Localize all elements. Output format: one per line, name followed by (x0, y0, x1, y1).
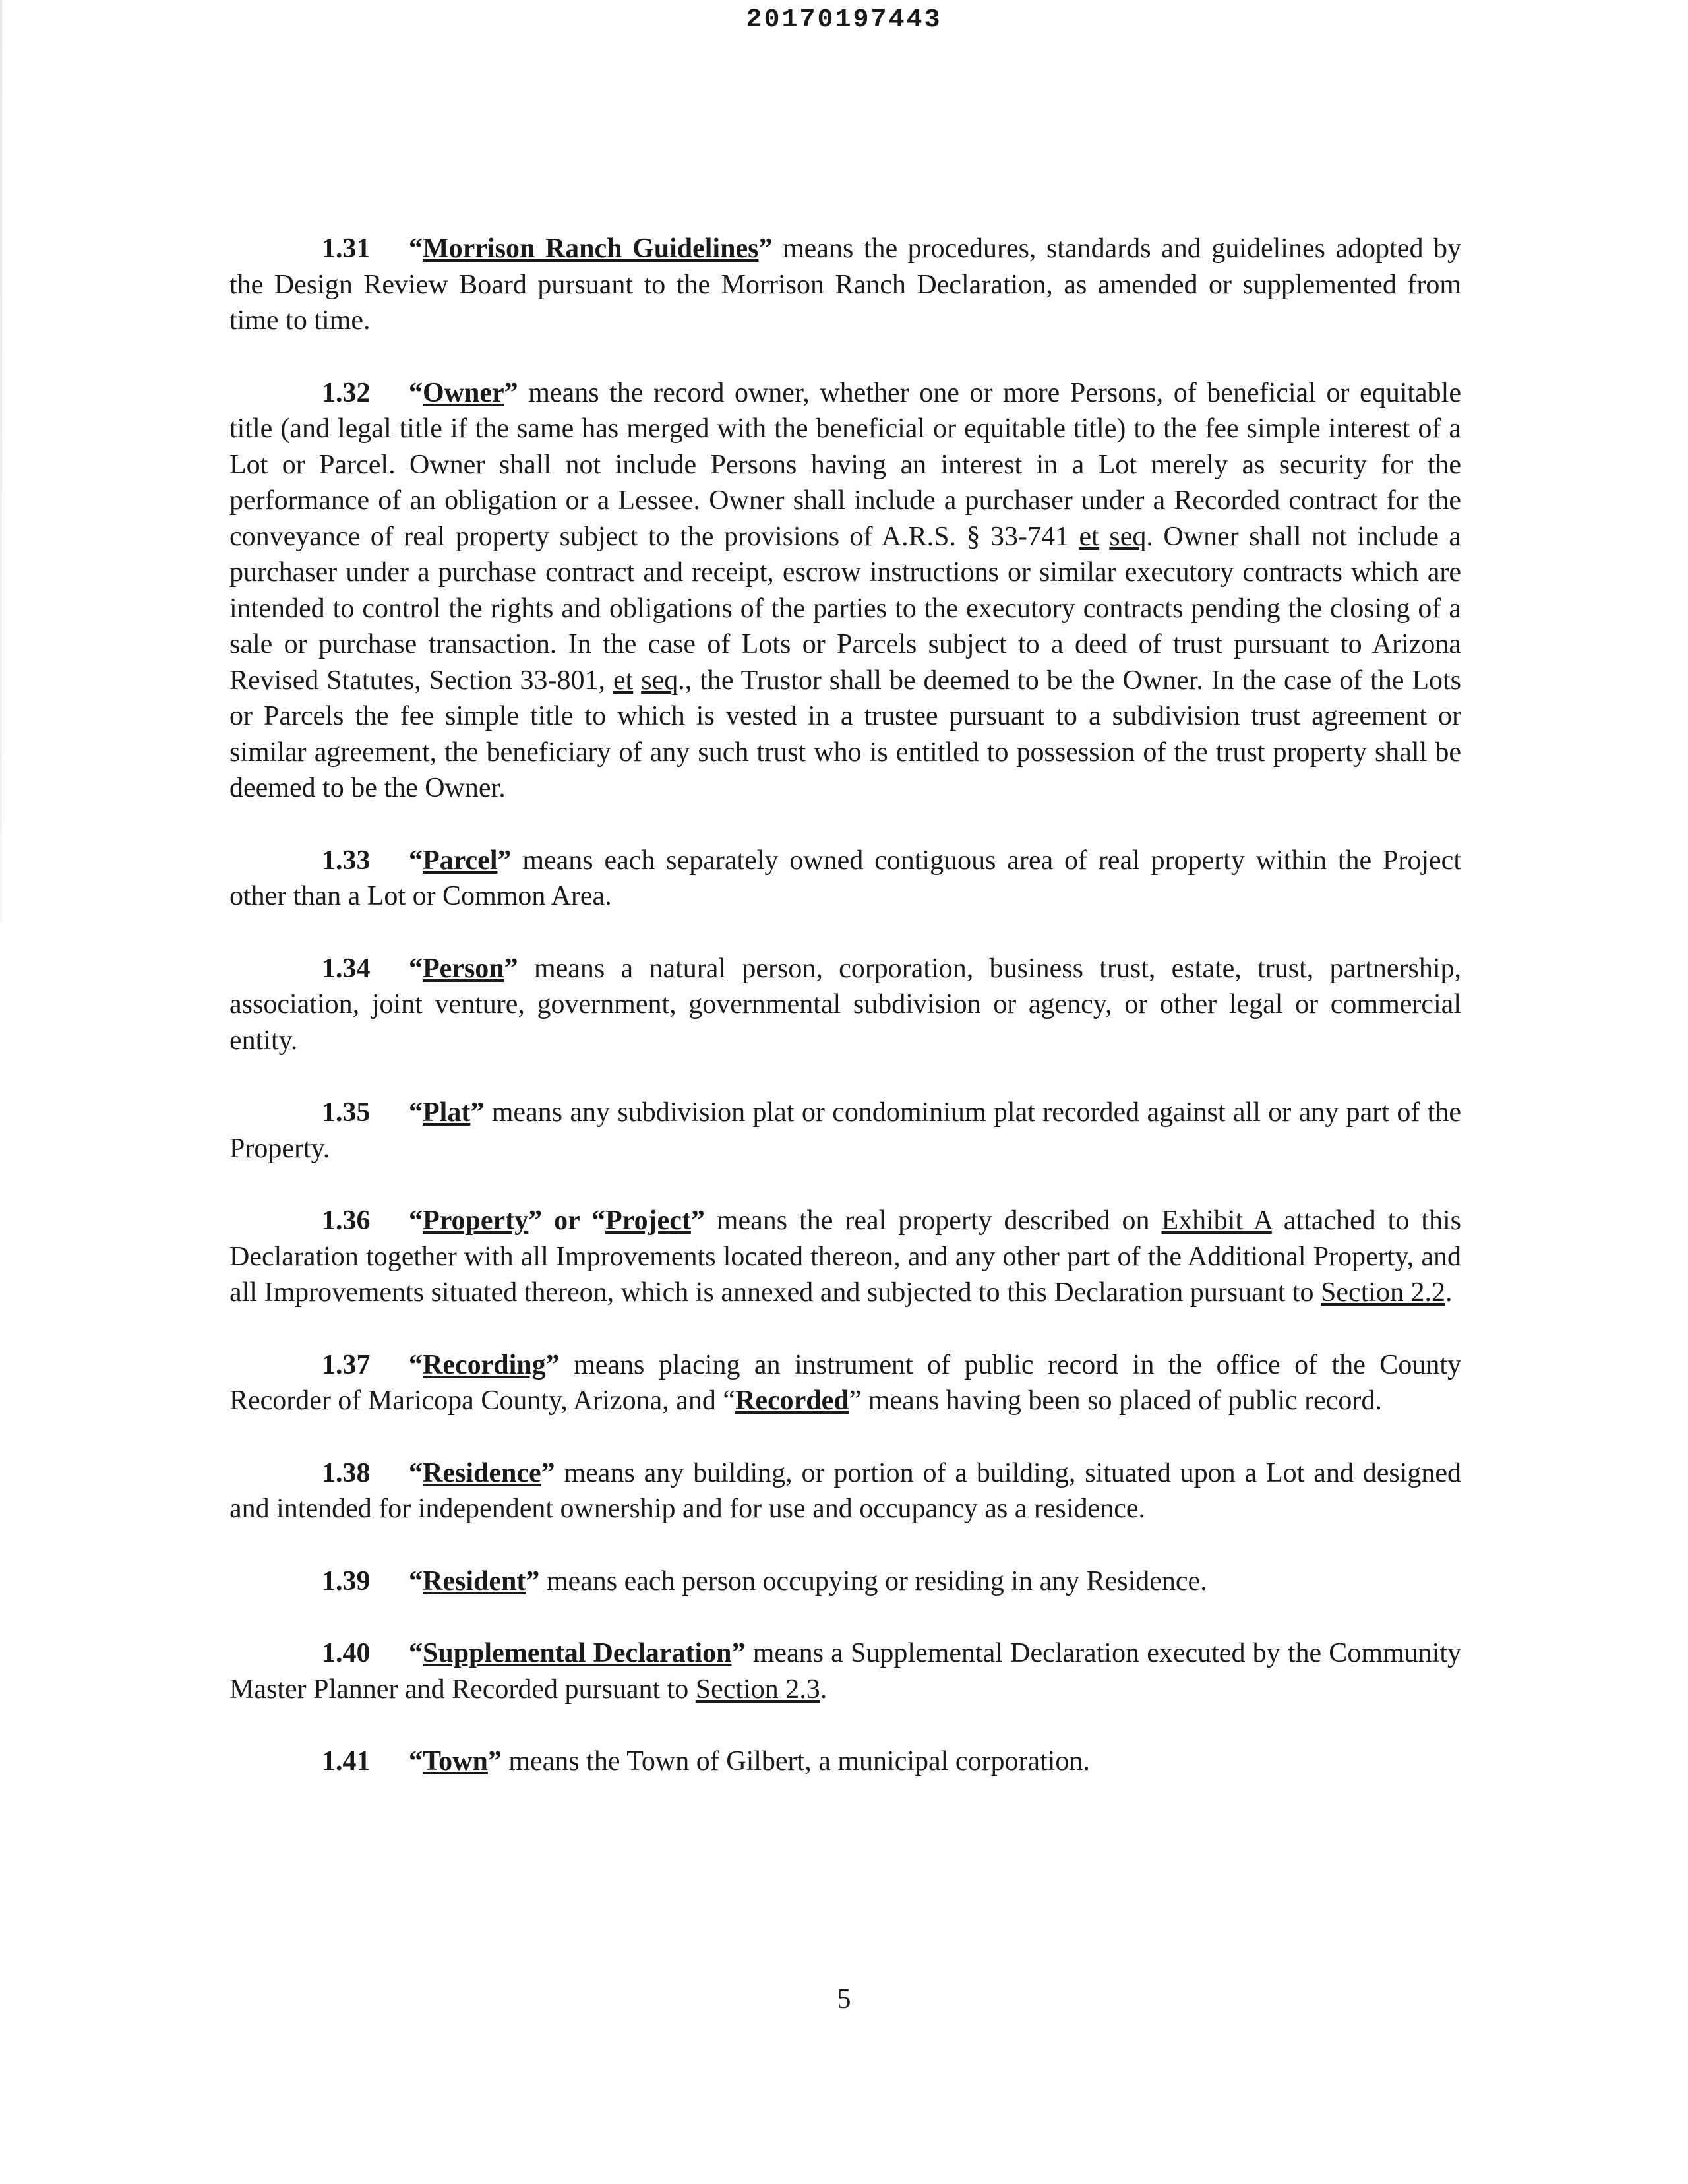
definition-text: attached to this Declaration together with all Improvements located thereon, and any other part of the Additional Property, and all Improvements situated thereon, which is annexed and subjected to this Declaration pursuant to (229, 1205, 1461, 1308)
section-number: 1.39 (322, 1565, 371, 1596)
definition-text: means any subdivision plat or condominium plat recorded against all or any part of the Property. (229, 1097, 1461, 1164)
scan-edge-shadow (0, 0, 2, 923)
defined-term: Resident (423, 1565, 526, 1596)
section-number: 1.33 (322, 845, 371, 876)
definition-1-35: 1.35 “Plat” means any subdivision plat or condominium plat recorded against all or any part of the Property. (229, 1095, 1461, 1167)
defined-term: Property (423, 1205, 529, 1236)
definition-1-37: 1.37 “Recording” means placing an instrument of public record in the office of the County Recorder of Maricopa County, Arizona, and “Recorded” means having been so placed of public record. (229, 1347, 1461, 1419)
latin-et: et (613, 665, 634, 696)
defined-term: Morrison Ranch Guidelines (423, 233, 759, 264)
definition-1-33: 1.33 “Parcel” means each separately owned contiguous area of real property within the Project other than a Lot or Common Area. (229, 843, 1461, 915)
definition-1-39: 1.39 “Resident” means each person occupying or residing in any Residence. (229, 1563, 1461, 1600)
definition-text: means the record owner, whether one or more Persons, of beneficial or equitable title (and legal title if the same has merged with the beneficial or equitable title) to the fee simple interest of a Lot or Parcel. Owner shall not include Persons having an interest in a Lot merely as security for the performance of an obligation or a Lessee. Owner shall include a purchaser under a Recorded contract for the conveyance of real property subject to the provisions of A.R.S. § 33-741 (229, 377, 1461, 552)
section-number: 1.36 (322, 1205, 371, 1236)
definition-text: . Owner shall not include a purchaser under a purchase contract and receipt, escrow instructions or similar executory contracts which are intended to control the rights and obligations of the parties to the executory contracts pending the closing of a sale or purchase transaction. In the case of Lots or Parcels subject to a deed of trust pursuant to Arizona Revised Statutes, Section 33-801, (229, 521, 1462, 696)
definition-1-31: 1.31 “Morrison Ranch Guidelines” means the procedures, standards and guidelines adopted by the Design Review Board pursuant to the Morrison Ranch Declaration, as amended or supplemented from time to time. (229, 231, 1461, 339)
definition-text: means a natural person, corporation, business trust, estate, trust, partnership, association, joint venture, government, governmental subdivision or agency, or other legal or commercial entity. (229, 953, 1461, 1056)
exhibit-reference: Exhibit A (1161, 1205, 1272, 1236)
definition-text: means the real property described on (704, 1205, 1162, 1236)
defined-term: Recording (423, 1349, 546, 1380)
definition-text: means any building, or portion of a building, situated upon a Lot and designed and intended for independent ownership and for use and occupancy as a residence. (229, 1457, 1461, 1524)
definition-text: means a Supplemental Declaration executed by the Community Master Planner and Recorded pursuant to (229, 1638, 1461, 1705)
defined-term: Plat (423, 1097, 471, 1128)
defined-term: Residence (423, 1457, 541, 1488)
section-number: 1.37 (322, 1349, 371, 1380)
definition-text: . (1445, 1277, 1453, 1308)
definition-1-38: 1.38 “Residence” means any building, or portion of a building, situated upon a Lot and designed and intended for independent ownership and for use and occupancy as a residence. (229, 1455, 1461, 1527)
section-reference: Section 2.2 (1321, 1277, 1446, 1308)
definition-1-41: 1.41 “Town” means the Town of Gilbert, a municipal corporation. (229, 1744, 1461, 1780)
definition-text: means placing an instrument of public record in the office of the County Recorder of Maricopa County, Arizona, and “ (229, 1349, 1461, 1416)
defined-term: Town (423, 1746, 488, 1776)
document-number: 20170197443 (746, 5, 942, 35)
section-number: 1.38 (322, 1457, 371, 1488)
definition-text: ., the Trustor shall be deemed to be the Owner. In the case of the Lots or Parcels the fee simple title to which is vested in a trustee pursuant to a subdivision trust agreement or similar agreement, the beneficiary of any such trust who is entitled to possession of the trust property shall be deemed to be the Owner. (229, 665, 1462, 803)
section-number: 1.35 (322, 1097, 371, 1128)
definition-text: means each person occupying or residing in any Residence. (539, 1565, 1207, 1596)
latin-seq: seq (641, 665, 678, 696)
page-number: 5 (837, 1984, 851, 2015)
definitions-body (229, 231, 1461, 1816)
definition-1-36: 1.36 “Property” or “Project” means the real property described on Exhibit A attached to this Declaration together with all Improvements located thereon, and any other part of the Additional Property, and all Improvements situated thereon, which is annexed and subjected to this Declaration pursuant to Section 2.2. (229, 1203, 1461, 1311)
defined-term: Owner (423, 377, 504, 408)
section-number: 1.41 (322, 1746, 371, 1776)
definition-text: ” means having been so placed of public record. (849, 1385, 1382, 1416)
defined-term: Recorded (735, 1385, 849, 1416)
section-number: 1.40 (322, 1638, 371, 1668)
section-number: 1.32 (322, 377, 371, 408)
section-reference: Section 2.3 (695, 1674, 820, 1705)
term-separator: ” or “ (528, 1205, 606, 1236)
latin-seq: seq (1109, 521, 1147, 552)
defined-term: Parcel (423, 845, 498, 876)
definition-text: . (820, 1674, 828, 1705)
defined-term: Supplemental Declaration (423, 1638, 732, 1668)
definition-1-34: 1.34 “Person” means a natural person, corporation, business trust, estate, trust, partnership, association, joint venture, government, governmental subdivision or agency, or other legal or commercial entity. (229, 951, 1461, 1059)
definition-1-32: 1.32 “Owner” means the record owner, whether one or more Persons, of beneficial or equitable title (and legal title if the same has merged with the beneficial or equitable title) to the fee simple interest of a Lot or Parcel. Owner shall not include Persons having an interest in a Lot merely as security for the performance of an obligation or a Lessee. Owner shall include a purchaser under a Recorded contract for the conveyance of real property subject to the provisions of A.R.S. § 33-741 et seq. Owner shall not include a purchaser under a purchase contract and receipt, escrow instructions or similar executory contracts which are intended to control the rights and obligations of the parties to the executory contracts pending the closing of a sale or purchase transaction. In the case of Lots or Parcels subject to a deed of trust pursuant to Arizona Revised Statutes, Section 33-801, et seq., the Trustor shall be deemed to be the Owner. In the case of the Lots or Parcels the fee simple title to which is vested in a trustee pursuant to a subdivision trust agreement or similar agreement, the beneficiary of any such trust who is entitled to possession of the trust property shall be deemed to be the Owner. (229, 375, 1461, 806)
defined-term: Person (423, 953, 504, 984)
definition-1-40: 1.40 “Supplemental Declaration” means a Supplemental Declaration executed by the Community Master Planner and Recorded pursuant to Section 2.3. (229, 1635, 1461, 1707)
section-number: 1.31 (322, 233, 371, 264)
definition-text: means each separately owned contiguous area of real property within the Project other than a Lot or Common Area. (229, 845, 1461, 911)
defined-term: Project (605, 1205, 691, 1236)
definition-text: means the procedures, standards and guidelines adopted by the Design Review Board pursuant to the Morrison Ranch Declaration, as amended or supplemented from time to time. (229, 233, 1461, 336)
latin-et: et (1079, 521, 1099, 552)
definition-text: means the Town of Gilbert, a municipal corporation. (501, 1746, 1090, 1776)
section-number: 1.34 (322, 953, 371, 984)
